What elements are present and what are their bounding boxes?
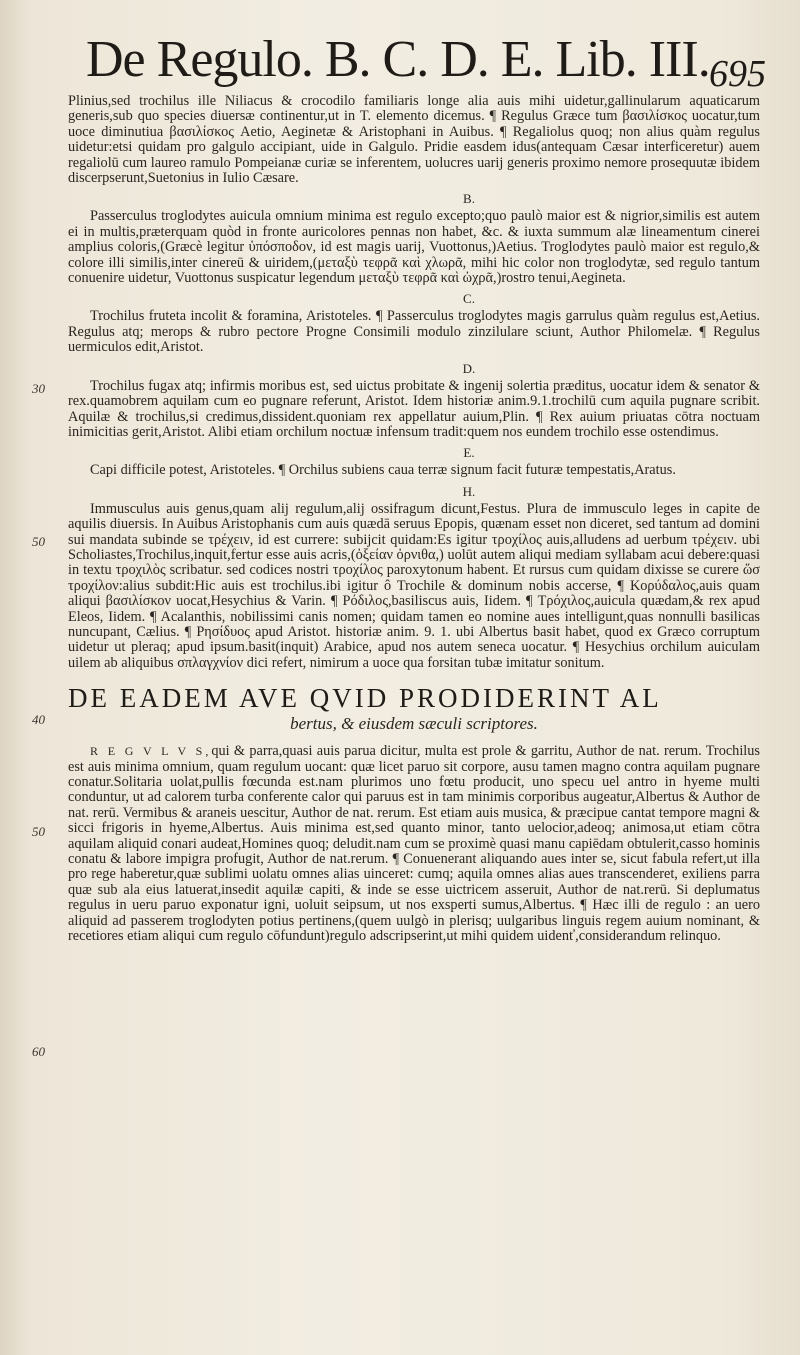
margin-number-50: 50: [32, 533, 45, 549]
final-paragraph: [68, 744, 760, 944]
paragraph-b: Passerculus troglodytes auicula omnium minima est regulo excepto;quo paulò maior est & nigrior,similis est autem ei in multis,præterquam quòd in fronte auricolores pennas non habet, &c. & iuxta summum alæ lineamentum cinerei amplius coloris,(Græcè legitur ὑπόσποδον, id est magis uarij, Vuottonus,)Aetius. Troglodytes paulò maior est regulo,& colore illi similis,inter cinereū & uiridem,(μεταξὺ τεφρᾶ καὶ χλωρᾶ, mihi hic color non troglodytæ, sed regulo tantum conuenire uidetur, Vuottonus suspicatur legendum μεταξὺ τεφρᾶ καὶ ὠχρᾶ,)rostro tenui,Aegineta.: [68, 208, 760, 287]
paragraph-h: Immusculus auis genus,quam alij regulum,alij ossifragum dicunt,Festus. Plura de immusculo leges in capite de aquilis diuersis. In Auibus Aristophanis cum auis quædā seruus Epopis, quænam esset non diceret, sed tantum ad domini sui mandata subinde se τρέχειν, id est currere: subijcit quidam:Es igitur τροχίλος auis,alludens ad uerbum τρέχειν. ubi Scholiastes,Trochilus,inquit,fertur esse auis acris,(ὀξείαν ὀρνιθα,) uolūt autem aliqui mediam syllabam acui debere:quasi in textu τροχιλὸς scribatur. sed codices nostri τροχίλος paroxytonum habent. Et rursus cum quidam dixisse se curere ὥσ τροχίλον:alius subdit:Hic auis est trochilus.ibi igitur ô Trochile & dominum nobis accerse, ¶ Κορύδαλος,auis quam aliqui βασιλίσκον uocat,Hesychius & Varin. ¶ Ρόδιλος,basiliscus auis, Iidem. ¶ Τρόχιλος,auicula quædam,& rex apud Eleos, Iidem. ¶ Acalanthis, nobilissimi canis nomen; quidam tamen eo nomine aues intelligunt,quas nonnulli basilicas nuncupant, Cælius. ¶ Ρησίδυος apud Aristot. historiæ anim. 9. 1. ubi Albertus basit habet, quod ex Græco corruptum uidetur ut pleraq; apud ipsum.basit(inquit) Arabice, apud nos autem seneca uocatur. ¶ Hesychius orchilum auiculam uilem ab aliquibus σπλαγχνίον dici refert, nimirum a uoce qua forsitan tubæ imitatur sonitum.: [68, 500, 760, 671]
section-letter-e: E.: [463, 445, 475, 461]
section-subtitle: bertus, & eiusdem sæculi scriptores.: [290, 714, 538, 734]
page-number: 695: [709, 53, 766, 95]
paragraph-c: Trochilus fruteta incolit & foramina, Aristoteles. ¶ Passerculus troglodytes magis garrulus quàm regulus est,Aetius. Regulus atq; merops & rubro pectore Progne Consimili modulo zinzilulare sciunt, Author Philomelæ. ¶ Regulus uermiculos edit,Aristot.: [68, 308, 760, 356]
margin-number-30: 30: [32, 380, 45, 396]
final-lead: R E G V L V S,: [90, 744, 212, 759]
paragraph-e: Capi difficile potest, Aristoteles. ¶ Orchilus subiens caua terræ signum facit futuræ tempestatis,Aratus.: [90, 462, 676, 479]
page-header: [34, 28, 772, 94]
section-letter-b: B.: [463, 191, 475, 207]
final-paragraph-text: qui & parra,quasi auis parua dicitur, multa est prole & garritu, Author de nat. rerum. Trochilus est auis minima omnium, quam regulum uocant: quæ licet paruo sit corpore, ausu tamen magno contra aquilam pugnare conatur.Solitaria uolat,pullis fœcunda est.nam plurimos uno fœtu producit, uno specu uel antro in hyeme multi conduntur, ut ad calorem turba conferente calor qui paruus est in tam minimis corporibus augeatur,Albertus & Author de nat. rerū. Vermibus & araneis uescitur, Author de nat. rerum. Est etiam auis musica, & præcipue cantat tempore magni & sicci frigoris in hyeme,Albertus. Auis minima est,sed quanto minor, tanto uelocior,adeoq; animosa,ut etiam cōtra aquilam aliquid conari audeat,Homines quoq; deludit.nam cum se proximè quasi manu capiēdam obtulerit,casso hominis conatu & labore impigra profugit, Author de nat.rerum. ¶ Conuenerant aliquando aues inter se, sicut fabula refert,ut illa pro rege haberetur,quæ sublimi uolatu omnes alias uinceret: cumq; aquila omnes alias aues transcenderet, exiliens parra quæ sub ala eius latuerat,insedit aquilæ capiti, & inde se esse uictricem asseruit, Author de nat.rerū. Si deplumatus regulus in ueru paruo exponatur igni, uoluit seipsum, ut nos exsperti sumus,Albertus. ¶ Hæc illi de regulo : an uero aliquid ad passerem troglodyten potius pertinens,(quem uulgò in plerisq; uulgaribus linguis regem auium nominant, & recetiores etiam aliqui cum regulo cōfundunt)regulo adscripserint,ut mihi quidem uidenť,considerandum relinquo.: [68, 743, 760, 945]
section-title: DE EADEM AVE QVID PRODIDERINT AL: [68, 683, 662, 714]
paragraph-d: Trochilus fugax atq; infirmis moribus est, sed uictus probitate & ingenij solertia præditus, uocatur idem & senator & rex.quamobrem aquilam cum eo pugnare referunt, Aristot. Idem historiæ anim.9.1.trochilū cum aquila pugnare scribit. Aquilæ & trochilus,si credimus,dissident.quoniam rex appellatur auium,Plin. ¶ Rex auium priuatas cōtra noctuam inimicitias gerit,Aristot. Alibi etiam orchilum noctuæ infensum tradit:quem nos eundem trochilo esse ostendimus.: [68, 377, 760, 440]
main-text: [32, 93, 760, 1060]
section-letter-c: C.: [463, 291, 475, 307]
running-head: De Regulo. B. C. D. E. Lib. III.: [86, 31, 710, 88]
margin-number-50b: 50: [32, 824, 45, 840]
section-letter-h: H.: [462, 483, 476, 499]
margin-number-40: 40: [32, 711, 45, 727]
section-letter-d: D.: [462, 360, 476, 376]
margin-number-60: 60: [32, 1044, 45, 1060]
paragraph-a: Plinius,sed trochilus ille Niliacus & crocodilo familiaris longe alia auis mihi uidetur,gallinularum aquaticarum generis,sub quo species diuersæ continentur,ut in T. elemento dicemus. ¶ Regulus Græce tum βασιλίσκος uocatur,tum uoce diminutiua βασιλίσκος Aetio, Aeginetæ & Aristophani in Auibus. ¶ Regaliolus quoq; non alius quàm regulus uidetur:etsi quidam pro galgulo accipiant, uide in Galgulo. Pridie easdem idus(antequam Cæsar interficeretur) auem regaliolū cum laureo ramulo Pompeianæ curiæ se inferentem, uolucres uarij generis proximo nemore prosequutæ ibidem discerpserunt,Suetonius in Iulio Cæsare.: [68, 93, 760, 187]
